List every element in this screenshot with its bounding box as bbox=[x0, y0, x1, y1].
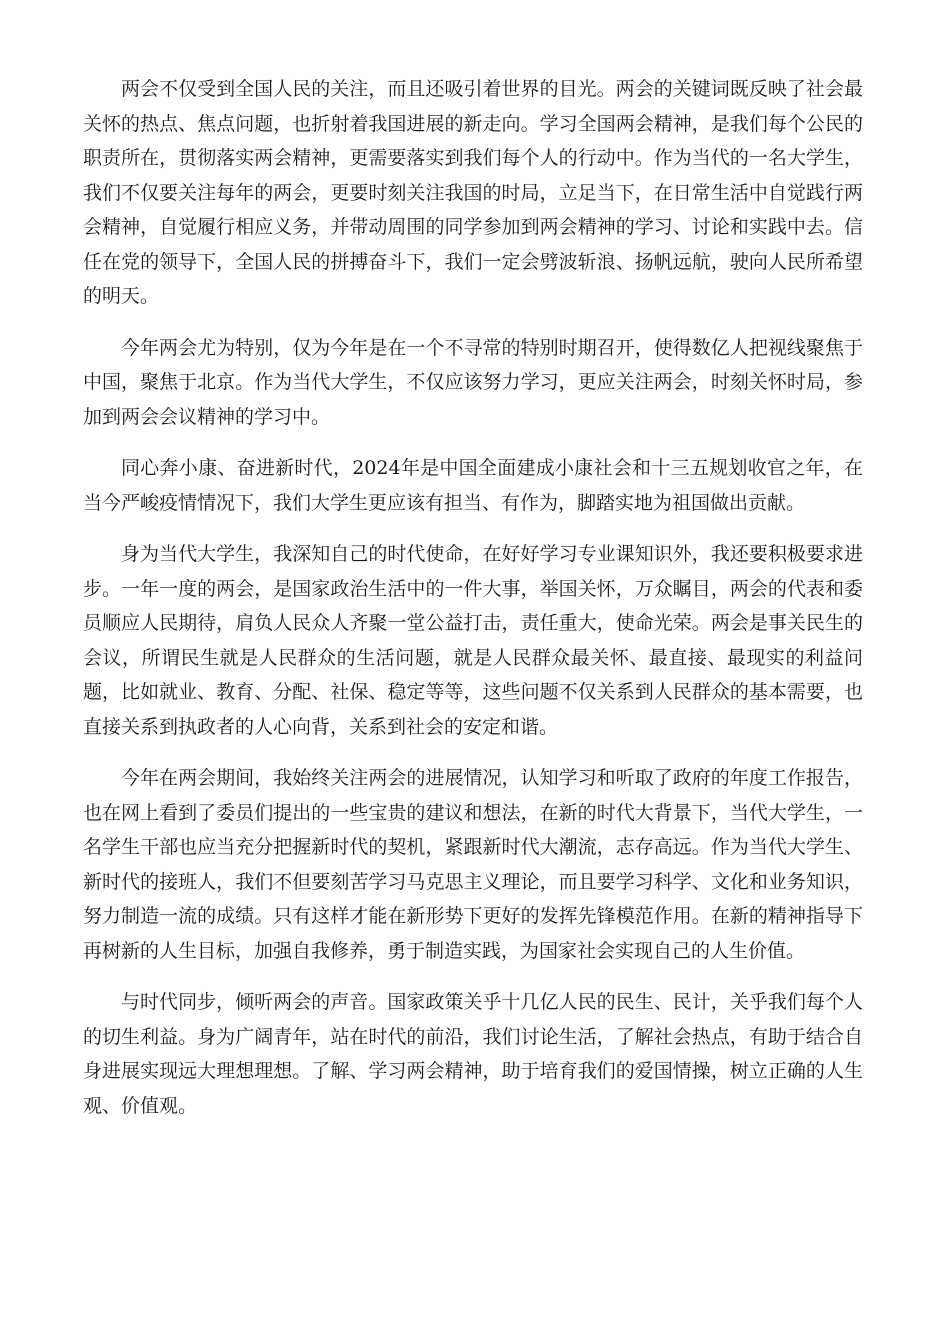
paragraph-3: 同心奔小康、奋进新时代，2024年是中国全面建成小康社会和十三五规划收官之年，在当今严峻疫情情况下，我们大学生更应该有担当、有作为，脚踏实地为祖国做出贡献。 bbox=[83, 457, 863, 514]
paragraph-6: 与时代同步，倾听两会的声音。国家政策关乎十几亿人民的民生、民计，关乎我们每个人的切生利益。身为广阔青年，站在时代的前沿，我们讨论生活，了解社会热点，有助于结合自身进展实现远大理想理想。了解、学习两会精神，助于培育我们的爱国情操，树立正确的人生观、价值观。 bbox=[83, 991, 863, 1117]
paragraph-4: 身为当代大学生，我深知自己的时代使命，在好好学习专业课知识外，我还要积极要求进步。一年一度的两会，是国家政治生活中的一件大事，举国关怀，万众瞩目，两会的代表和委员顺应人民期待，肩负人民众人齐聚一堂公益打击，责任重大，使命光荣。两会是事关民生的会议，所谓民生就是人民群众的生活问题，就是人民群众最关怀、最直接、最现实的利益问题，比如就业、教育、分配、社保、稳定等等，这些问题不仅关系到人民群众的基本需要，也直接关系到执政者的人心向背，关系到社会的安定和谐。 bbox=[83, 543, 863, 738]
paragraph-1: 两会不仅受到全国人民的关注，而且还吸引着世界的目光。两会的关键词既反映了社会最关怀的热点、焦点问题，也折射着我国进展的新走向。学习全国两会精神，是我们每个公民的职责所在，贯彻落实两会精神，更需要落实到我们每个人的行动中。作为当代的一名大学生，我们不仅要关注每年的两会，更要时刻关注我国的时局，立足当下，在日常生活中自觉践行两会精神，自觉履行相应义务，并带动周围的同学参加到两会精神的学习、讨论和实践中去。信任在党的领导下，全国人民的拼搏奋斗下，我们一定会劈波斩浪、扬帆远航，驶向人民所希望的明天。 bbox=[83, 78, 863, 307]
paragraph-5: 今年在两会期间，我始终关注两会的进展情况，认知学习和听取了政府的年度工作报告，也在网上看到了委员们提出的一些宝贵的建议和想法，在新的时代大背景下，当代大学生，一名学生干部也应当充分把握新时代的契机，紧跟新时代大潮流，志存高远。作为当代大学生、新时代的接班人，我们不但要刻苦学习马克思主义理论，而且要学习科学、文化和业务知识，努力制造一流的成绩。只有这样才能在新形势下更好的发挥先锋模范作用。在新的精神指导下再树新的人生目标，加强自我修养，勇于制造实践，为国家社会实现自己的人生价值。 bbox=[83, 767, 863, 962]
document-page bbox=[83, 72, 863, 1140]
paragraph-2: 今年两会尤为特别，仅为今年是在一个不寻常的特别时期召开，使得数亿人把视线聚焦于中国，聚焦于北京。作为当代大学生，不仅应该努力学习，更应关注两会，时刻关怀时局，参加到两会会议精神的学习中。 bbox=[83, 336, 863, 428]
